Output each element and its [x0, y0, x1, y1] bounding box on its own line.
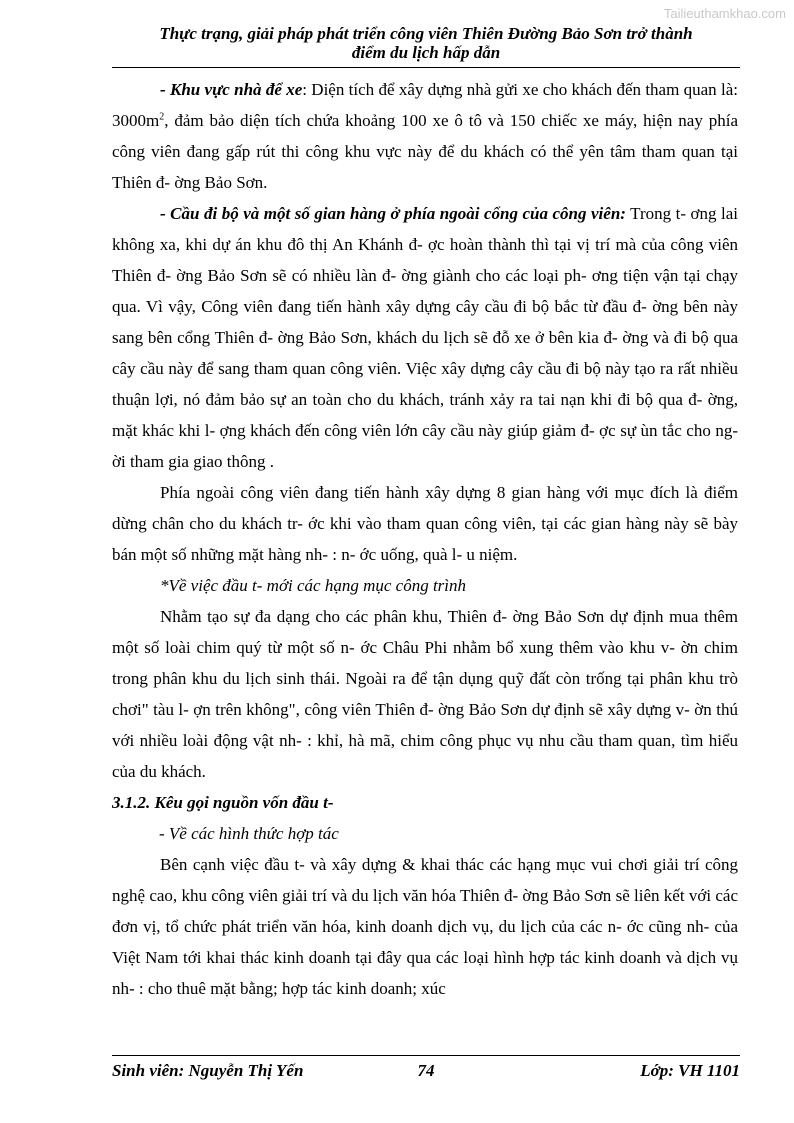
footer-student-name: Sinh viên: Nguyễn Thị Yến — [112, 1061, 304, 1080]
footer-divider — [112, 1055, 740, 1056]
superscript-2: 2 — [159, 111, 165, 123]
page-header — [112, 24, 740, 62]
paragraph-parking-text-a: : Diện tích để xây dựng nhà gửi xe cho khách đến tham quan là: 3000m — [112, 80, 738, 130]
watermark: Tailieuthamkhao.com — [663, 6, 786, 21]
paragraph-cooperation: Bên cạnh việc đầu t- và xây dựng & khai thác các hạng mục vui chơi giải trí công nghệ cao, khu công viên giải trí và du lịch văn hóa Thiên đ- ờng Bảo Sơn sẽ liên kết với các đơn vị, tổ chức phát triển văn hóa, kinh doanh dịch vụ, du lịch của các n- ớc cũng nh- của Việt Nam tới khai thác kinh doanh tại đây qua các loại hình hợp tác kinh doanh và dịch vụ nh- : cho thuê mặt bằng; hợp tác kinh doanh; xúc — [112, 855, 738, 998]
header-title-line-1: Thực trạng, giải pháp phát triển công viên Thiên Đường Bảo Sơn trở thành — [159, 24, 693, 43]
paragraph-parking — [112, 74, 738, 198]
paragraph-stalls: Phía ngoài công viên đang tiến hành xây dựng 8 gian hàng với mục đích là điểm dừng chân cho du khách tr- ớc khi vào tham quan công viên, tại các gian hàng này sẽ bày bán một số những mặt hàng nh- : n- ớc uống, quà l- u niệm. — [112, 483, 738, 564]
paragraph-new-investment: Nhằm tạo sự đa dạng cho các phân khu, Thiên đ- ờng Bảo Sơn dự định mua thêm một số loài chim quý từ một số n- ớc Châu Phi nhằm bổ xung thêm vào khu v- ờn chim trong phân khu du lịch sinh thái. Ngoài ra để tận dụng quỹ đất còn trống tại phân khu trò chơi" tàu l- ợn trên không", công viên Thiên đ- ờng Bảo Sơn dự định sẽ xây dựng v- ờn thú với nhiều loài động vật nh- : khỉ, hà mã, chim công phục vụ nhu cầu tham quan, tìm hiểu của du khách. — [112, 607, 738, 781]
header-divider — [112, 67, 740, 68]
paragraph-new-investment-heading: *Về việc đầu t- mới các hạng mục công trình — [160, 576, 467, 595]
subheading-cooperation: - Về các hình thức hợp tác — [159, 824, 339, 843]
paragraph-parking-text-b: , đảm bảo diện tích chứa khoảng 100 xe ô tô và 150 chiếc xe máy, hiện nay phía công viên đang gấp rút thi công khu vực này để du khách có thể yên tâm tham quan tại Thiên đ- ờng Bảo Sơn. — [112, 111, 738, 192]
paragraph-footbridge-lead: - Cầu đi bộ và một số gian hàng ở phía ngoài cổng của công viên: — [160, 204, 626, 223]
section-heading: 3.1.2. Kêu gọi nguồn vốn đầu t- — [112, 793, 334, 812]
paragraph-footbridge — [112, 198, 738, 477]
paragraph-footbridge-text: Trong t- ơng lai không xa, khi dự án khu đô thị An Khánh đ- ợc hoàn thành thì tại vị trí mà của công viên Thiên đ- ờng Bảo Sơn sẽ có nhiều làn đ- ờng giành cho các loại ph- ơng tiện vận tại chạy qua. Vì vậy, Công viên đang tiến hành xây dựng cây cầu đi bộ bắc từ đầu đ- ờng bên này sang bên cổng Thiên đ- ờng Bảo Sơn, khách du lịch sẽ đỗ xe ở bên kia đ- ờng và đi bộ qua cây cầu này để sang tham quan công viên. Việc xây dựng cây cầu đi bộ này tạo ra rất nhiều thuận lợi, nó đảm bảo sự an toàn cho du khách, tránh xảy ra tai nạn khi đi bộ qua đ- ờng, mặt khác khi l- ợng khách đến công viên lớn cây cầu này giúp giảm đ- ợc sự ùn tắc cho ng- ời tham gia giao thông . — [112, 204, 739, 471]
footer-class: Lớp: VH 1101 — [640, 1061, 740, 1080]
page-number: 74 — [417, 1061, 435, 1080]
header-title-line-2: điểm du lịch hấp dẫn — [351, 43, 501, 62]
paragraph-parking-lead: - Khu vực nhà để xe — [160, 80, 303, 99]
document-body — [112, 74, 738, 1004]
